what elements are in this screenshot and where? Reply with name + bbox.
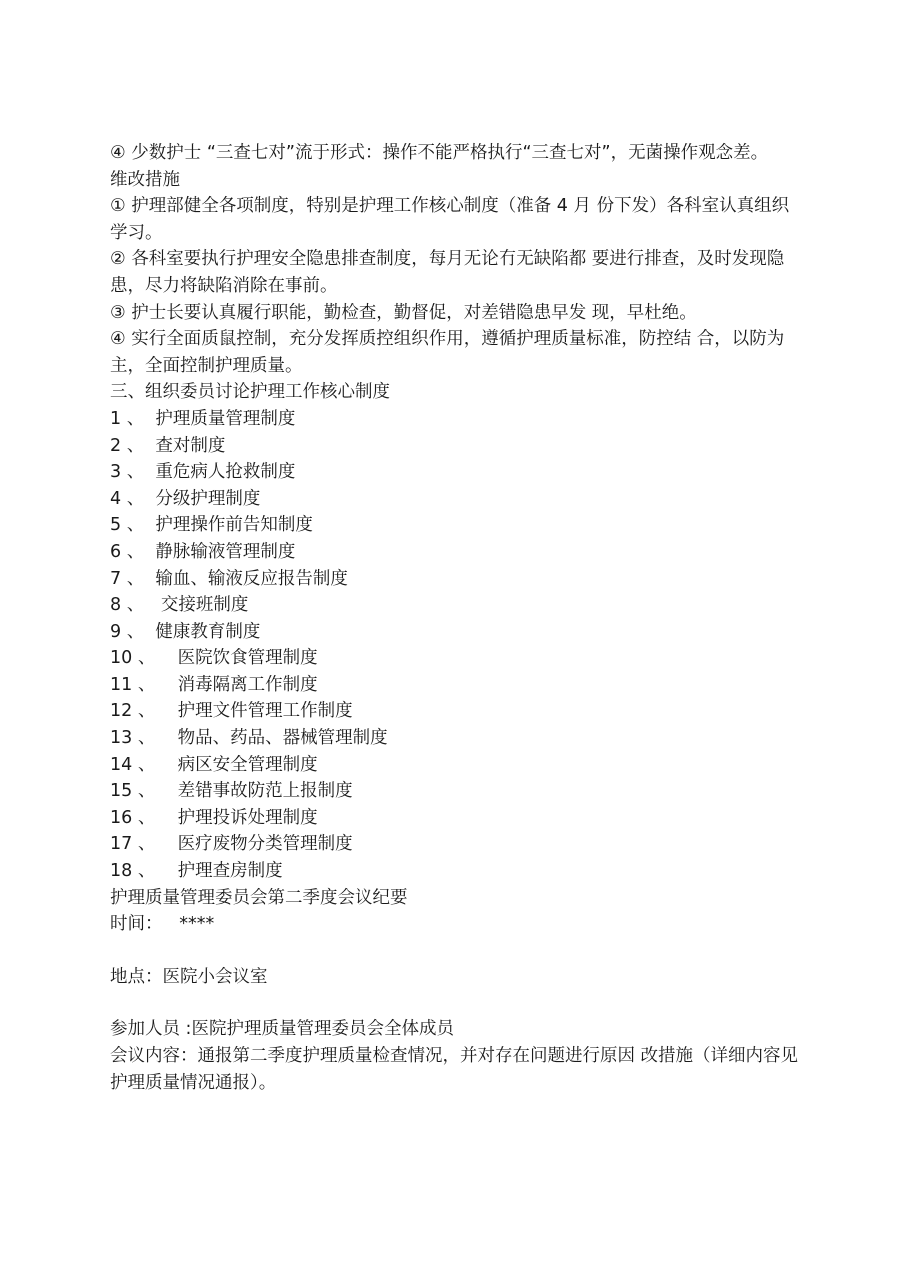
list-item-number: 17 、 [110, 834, 156, 855]
list-item-label: 静脉输液管理制度 [155, 541, 296, 562]
core-system-list-item [110, 778, 800, 805]
core-system-list-item [110, 566, 800, 593]
list-item-label: 护理操作前告知制度 [155, 515, 313, 536]
core-system-list-item [110, 459, 800, 486]
list-item-number: 8 、 [110, 595, 145, 616]
list-item-label: 护理文件管理工作制度 [166, 701, 353, 722]
list-item-number: 4 、 [110, 488, 145, 509]
list-item-number: 16 、 [110, 807, 156, 828]
core-system-list-item [110, 831, 800, 858]
list-item-number: 1 、 [110, 408, 145, 429]
list-item-label: 物品、药品、器械管理制度 [166, 728, 388, 749]
list-item-label: 健康教育制度 [155, 621, 261, 642]
list-item-label: 差错事故防范上报制度 [166, 781, 353, 802]
meeting-attendees: 参加人员 :医院护理质量管理委员会全体成员 [110, 1019, 454, 1040]
list-item-label: 消毒隔离工作制度 [166, 674, 318, 695]
list-item-label: 输血、输液反应报告制度 [155, 568, 348, 589]
meeting-place: 地点：医院小会议室 [110, 966, 268, 987]
list-item-number: 14 、 [110, 754, 156, 775]
spacer [110, 938, 800, 964]
paragraph-measure-3: ③ 护士长要认真履行职能，勤检查，勤督促，对差错隐患早发 现，早杜绝。 [110, 302, 697, 323]
core-system-list-item [110, 592, 800, 619]
list-item-label: 护理质量管理制度 [155, 408, 296, 429]
list-item-number: 2 、 [110, 435, 145, 456]
list-item-number: 12 、 [110, 701, 156, 722]
core-system-list-item [110, 539, 800, 566]
meeting-title: 护理质量管理委员会第二季度会议纪要 [110, 887, 408, 908]
meeting-time: 时间： **** [110, 914, 215, 935]
core-system-list-item [110, 433, 800, 460]
paragraph-measure-4: ④ 实行全面质鼠控制，充分发挥质控组织作用，遵循护理质量标准，防控结 合，以防为主，全面控制护理质量。 [110, 329, 785, 376]
core-system-list-item [110, 725, 800, 752]
document-body [110, 140, 800, 1096]
core-system-list-item [110, 512, 800, 539]
list-item-label: 交接班制度 [155, 595, 249, 616]
core-system-list-item [110, 406, 800, 433]
paragraph-issue-4: ④ 少数护士 “三查七对”流于形式：操作不能严格执行“三查七对”，无菌操作观念差。 [110, 143, 769, 163]
section-heading-rectification: 维改措施 [110, 169, 180, 190]
list-item-number: 15 、 [110, 781, 156, 802]
list-item-number: 6 、 [110, 541, 145, 562]
list-item-label: 医疗废物分类管理制度 [166, 834, 353, 855]
list-item-number: 9 、 [110, 621, 145, 642]
meeting-content: 会议内容：通报第二季度护理质量检查情况，并对存在问题进行原因 改措施（详细内容见护理质量情况通报）。 [110, 1046, 799, 1093]
list-item-number: 5 、 [110, 515, 145, 536]
core-system-list-item [110, 486, 800, 513]
list-item-number: 10 、 [110, 648, 156, 669]
spacer [110, 990, 800, 1016]
list-item-label: 病区安全管理制度 [166, 754, 318, 775]
list-item-label: 查对制度 [155, 435, 226, 456]
paragraph-measure-1: ① 护理部健全各项制度，特别是护理工作核心制度（准备 4 月 份下发）各科室认真组织学习。 [110, 196, 790, 243]
core-system-list-item [110, 858, 800, 885]
core-system-list-item [110, 619, 800, 646]
list-item-number: 3 、 [110, 462, 145, 483]
core-system-list-item [110, 752, 800, 779]
list-item-label: 分级护理制度 [155, 488, 261, 509]
core-system-list-item [110, 672, 800, 699]
paragraph-measure-2: ② 各科室要执行护理安全隐患排查制度，每月无论冇无缺陷都 要进行排查，及时发现隐患，尽力将缺陷消除在事前。 [110, 249, 785, 296]
list-item-label: 护理投诉处理制度 [166, 807, 318, 828]
list-item-label: 护理查房制度 [166, 861, 283, 882]
list-item-label: 医院饮食管理制度 [166, 648, 318, 669]
core-system-list-item [110, 645, 800, 672]
core-system-list-item [110, 805, 800, 832]
list-item-number: 13 、 [110, 728, 156, 749]
list-item-number: 7 、 [110, 568, 145, 589]
section-heading-core-systems: 三、组织委员讨论护理工作核心制度 [110, 382, 390, 403]
list-item-number: 11 、 [110, 674, 156, 695]
list-item-number: 18 、 [110, 861, 156, 882]
core-system-list [110, 406, 800, 885]
list-item-label: 重危病人抢救制度 [155, 462, 296, 483]
core-system-list-item [110, 698, 800, 725]
